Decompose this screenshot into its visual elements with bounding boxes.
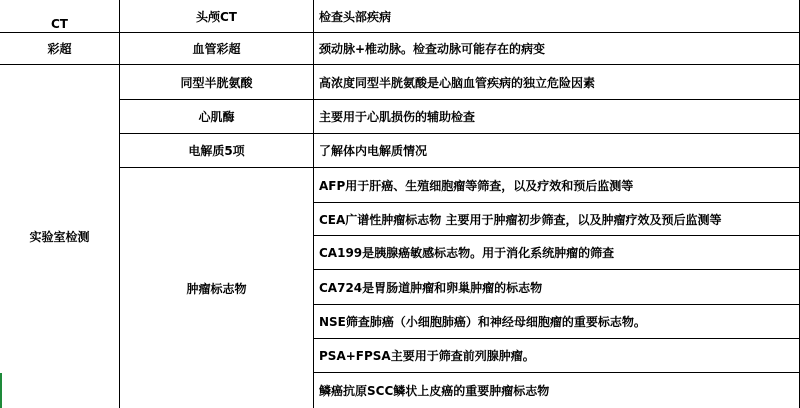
item-label: 血管彩超	[192, 42, 241, 56]
category-cell-ct	[0, 0, 120, 33]
category-cell-ultrasound	[0, 33, 120, 65]
description-cell	[314, 65, 800, 100]
item-label: 头颅CT	[196, 9, 237, 24]
description-text: CEA广谱性肿瘤标志物 主要用于肿瘤初步筛查，以及肿瘤疗效及预后监测等	[319, 212, 722, 227]
description-text: CA724是胃肠道肿瘤和卵巢肿瘤的标志物	[319, 280, 543, 295]
description-text: 颈动脉+椎动脉。检查动脉可能存在的病变	[319, 42, 546, 56]
description-cell	[314, 305, 800, 339]
item-label: 同型半胱氨酸	[180, 75, 253, 90]
description-text: 主要用于心肌损伤的辅助检查	[319, 110, 476, 124]
item-cell	[120, 100, 314, 134]
description-cell	[314, 236, 800, 270]
description-text: 鳞癌抗原SCC鳞状上皮癌的重要肿瘤标志物	[319, 384, 550, 398]
description-text: 了解体内电解质情况	[319, 144, 428, 158]
description-text: 高浓度同型半胱氨酸是心脑血管疾病的独立危险因素	[319, 75, 596, 90]
item-cell	[120, 0, 314, 33]
category-label: CT	[51, 17, 68, 31]
description-text: 检查头部疾病	[319, 9, 392, 24]
item-cell	[120, 134, 314, 168]
item-label: 心肌酶	[198, 110, 235, 124]
description-cell	[314, 270, 800, 305]
selection-edge	[0, 373, 2, 408]
item-label: 肿瘤标志物	[186, 281, 247, 296]
category-cell-lab	[0, 65, 120, 408]
item-label: 电解质5项	[188, 144, 245, 158]
description-cell	[314, 100, 800, 134]
description-cell	[314, 373, 800, 408]
category-label: 实验室检测	[29, 230, 90, 244]
description-text: CA199是胰腺癌敏感标志物。用于消化系统肿瘤的筛查	[319, 246, 615, 260]
description-cell	[314, 203, 800, 236]
description-cell	[314, 134, 800, 168]
item-cell	[120, 65, 314, 100]
item-cell-tumor-markers	[120, 168, 314, 408]
description-text: NSE筛查肺癌（小细胞肺癌）和神经母细胞瘤的重要标志物。	[319, 315, 646, 329]
description-cell	[314, 0, 800, 33]
description-cell	[314, 339, 800, 373]
description-text: PSA+FPSA主要用于筛查前列腺肿瘤。	[319, 349, 535, 363]
item-cell	[120, 33, 314, 65]
description-cell	[314, 33, 800, 65]
description-text: AFP用于肝癌、生殖细胞瘤等筛查，以及疗效和预后监测等	[319, 178, 634, 193]
category-label: 彩超	[47, 42, 72, 56]
description-cell	[314, 168, 800, 203]
